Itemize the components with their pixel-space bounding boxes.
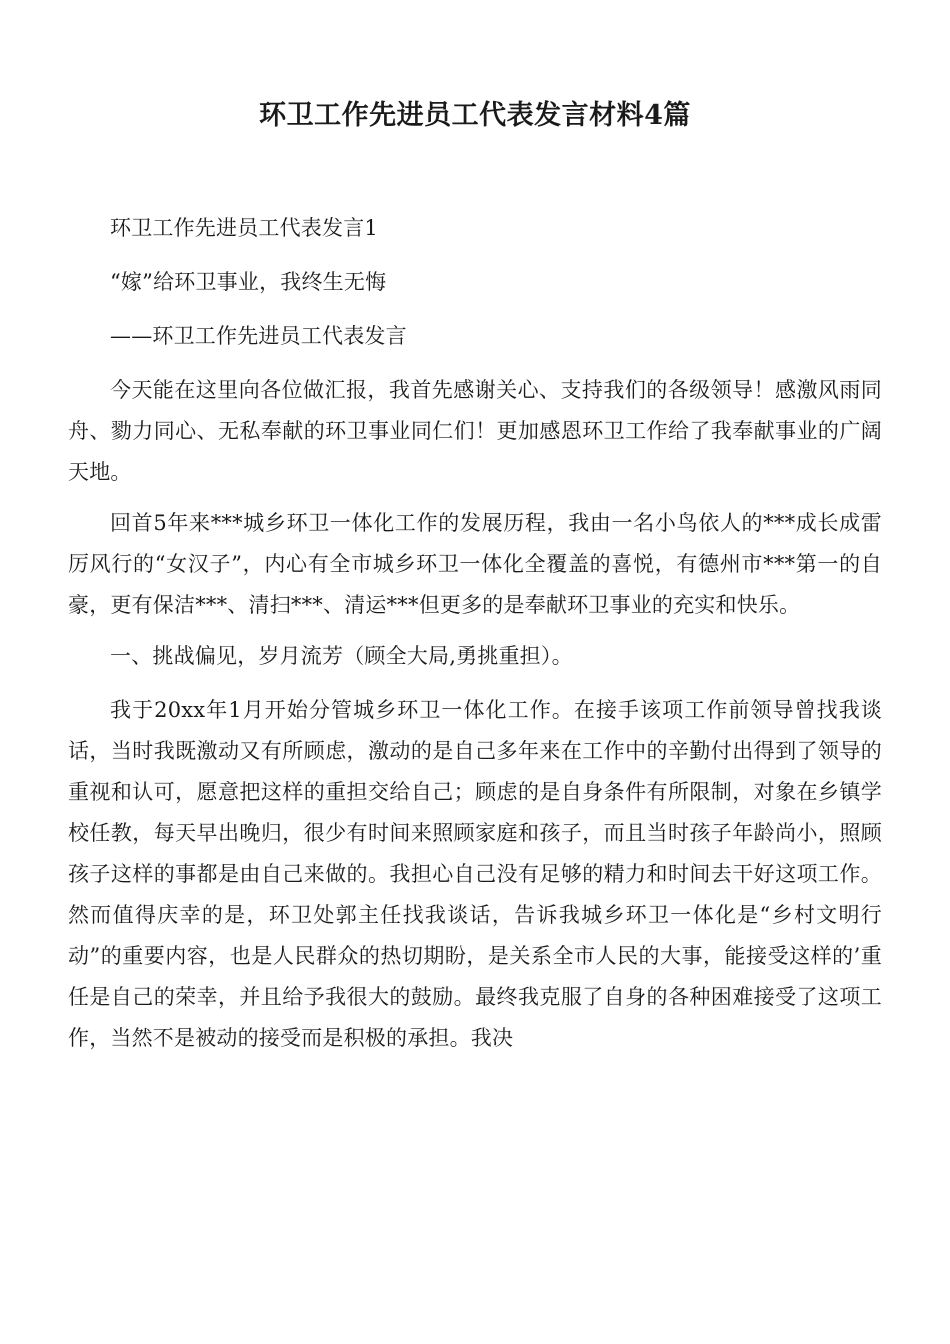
document-body <box>68 208 882 1069</box>
document-title: 环卫工作先进员工代表发言材料4篇 <box>259 100 691 131</box>
section-heading: 环卫工作先进员工代表发言1 <box>110 216 378 240</box>
paragraph-1: 今天能在这里向各位做汇报，我首先感谢关心、支持我们的各级领导！感激风雨同舟、勠力同心、无私奉献的环卫事业同仁们！更加感恩环卫工作给了我奉献事业的广阔天地。 <box>68 378 882 484</box>
paragraph-3: 我于20xx年1月开始分管城乡环卫一体化工作。在接手该项工作前领导曾找我谈话，当时我既激动又有所顾虑，激动的是自己多年来在工作中的辛勤付出得到了领导的重视和认可，愿意把这样的重担交给自己；顾虑的是自身条件有所限制，对象在乡镇学校任教，每天早出晚归，很少有时间来照顾家庭和孩子，而且当时孩子年龄尚小，照顾孩子这样的事都是由自己来做的。我担心自己没有足够的精力和时间去干好这项工作。然而值得庆幸的是，环卫处郭主任找我谈话，告诉我城乡环卫一体化是“乡村文明行动”的重要内容，也是人民群众的热切期盼，是关系全市人民的大事，能接受这样的’重任是自己的荣幸，并且给予我很大的鼓励。最终我克服了自身的各种困难接受了这项工作，当然不是被动的接受而是积极的承担。我决 <box>68 698 882 1050</box>
speech-subtitle: ——环卫工作先进员工代表发言 <box>110 324 407 348</box>
paragraph-2: 回首5年来***城乡环卫一体化工作的发展历程，我由一名小鸟依人的***成长成雷厉风行的“女汉子”，内心有全市城乡环卫一体化全覆盖的喜悦，有德州市***第一的自豪，更有保洁***、清扫***、清运***但更多的是奉献环卫事业的充实和快乐。 <box>68 511 882 617</box>
paragraph-heading-1: 一、挑战偏见，岁月流芳（顾全大局,勇挑重担）。 <box>110 644 573 668</box>
speech-title: “嫁”给环卫事业，我终生无悔 <box>110 270 387 294</box>
